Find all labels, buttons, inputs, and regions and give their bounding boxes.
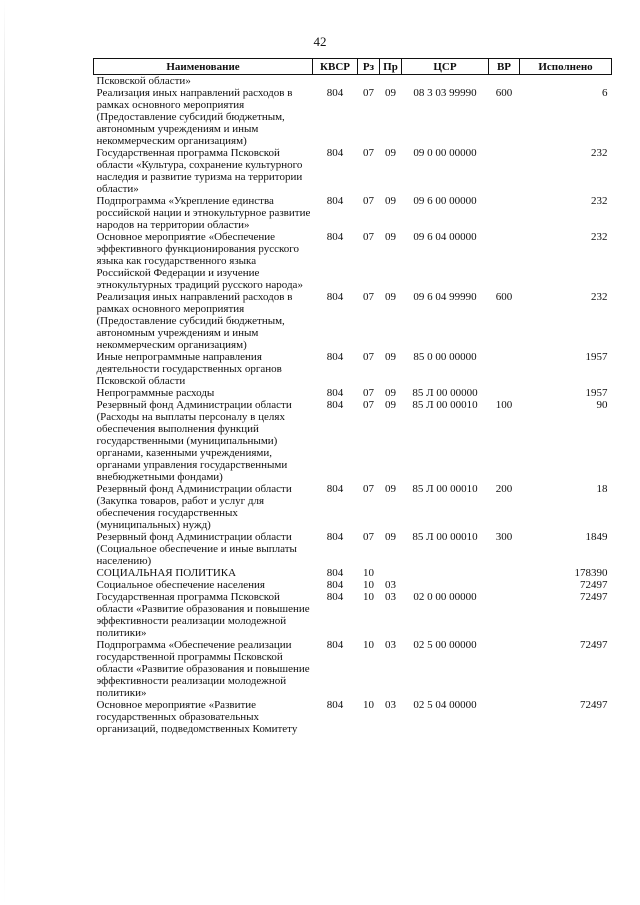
cell-csr — [402, 75, 489, 88]
cell-total: 18 — [596, 483, 608, 495]
table-row — [94, 483, 612, 531]
table-row — [94, 567, 612, 579]
cell-pr: 09 — [385, 195, 396, 207]
cell-vr — [489, 567, 520, 579]
cell-csr: 02 0 00 00000 — [413, 591, 477, 603]
cell-rz: 07 — [363, 231, 374, 243]
table-row — [94, 195, 612, 231]
table-row — [94, 399, 612, 483]
cell-name: Резервный фонд Администрации области (Социальное обеспечение и иные выплаты населению) — [96, 531, 297, 567]
cell-csr — [402, 567, 489, 579]
cell-name: Основное мероприятие «Развитие государственных образовательных организаций, подведомственных Комитету — [96, 699, 298, 735]
cell-total: 1849 — [585, 531, 608, 543]
cell-name: Резервный фонд Администрации области (Закупка товаров, работ и услуг для обеспечения государственных (муниципальных) нужд) — [96, 483, 292, 531]
cell-vr — [489, 699, 520, 735]
cell-pr: 09 — [385, 531, 396, 543]
cell-vr — [489, 231, 520, 291]
cell-vr — [489, 351, 520, 387]
cell-pr: 09 — [385, 231, 396, 243]
cell-name: Государственная программа Псковской области «Развитие образования и повышение эффективности реализации молодежной политики» — [96, 591, 310, 639]
cell-csr: 85 0 00 00000 — [413, 351, 477, 363]
cell-csr: 02 5 04 00000 — [413, 699, 477, 711]
cell-pr: 09 — [385, 147, 396, 159]
table-row — [94, 75, 612, 88]
cell-vr: 600 — [495, 291, 513, 303]
cell-name: Подпрограмма «Укрепление единства российской нации и этнокультурное развитие народов на территории области» — [96, 195, 311, 231]
cell-vr — [489, 147, 520, 195]
cell-rz: 07 — [363, 399, 374, 411]
cell-pr — [380, 567, 402, 579]
cell-total: 1957 — [585, 387, 608, 399]
cell-rz: 07 — [363, 483, 374, 495]
cell-kvsr: 804 — [326, 399, 344, 411]
table-body — [94, 75, 612, 736]
cell-name: Иные непрограммные направления деятельности государственных органов Псковской области — [96, 351, 282, 387]
header-csr: ЦСР — [402, 59, 489, 75]
cell-csr: 09 6 04 99990 — [413, 291, 477, 303]
cell-vr — [489, 195, 520, 231]
cell-vr: 600 — [495, 87, 513, 99]
page-number: 42 — [313, 34, 327, 49]
cell-total: 232 — [591, 231, 608, 243]
cell-rz: 07 — [363, 147, 374, 159]
cell-pr: 09 — [385, 87, 396, 99]
scan-edge-artifact — [4, 0, 5, 905]
cell-kvsr: 804 — [326, 291, 344, 303]
cell-csr: 09 6 00 00000 — [413, 195, 477, 207]
header-name: Наименование — [94, 59, 313, 75]
cell-vr: 200 — [495, 483, 513, 495]
cell-name: Реализация иных направлений расходов в рамках основного мероприятия (Предоставление субсидий бюджетным, автономным учреждениям и иным некоммерческим организациям) — [96, 87, 293, 147]
cell-kvsr: 804 — [326, 483, 344, 495]
cell-total: 90 — [596, 399, 608, 411]
cell-vr — [489, 579, 520, 591]
cell-kvsr: 804 — [326, 87, 344, 99]
cell-name: Социальное обеспечение населения — [96, 579, 265, 591]
cell-vr — [489, 387, 520, 399]
cell-rz: 10 — [363, 699, 374, 711]
cell-kvsr: 804 — [326, 195, 344, 207]
cell-kvsr: 804 — [326, 591, 344, 603]
cell-csr: 85 Л 00 00010 — [412, 483, 478, 495]
cell-total: 232 — [591, 291, 608, 303]
table-row — [94, 639, 612, 699]
cell-total: 1957 — [585, 351, 608, 363]
cell-csr: 85 Л 00 00010 — [412, 399, 478, 411]
cell-rz: 07 — [363, 87, 374, 99]
cell-name: Псковской области» — [96, 75, 191, 87]
cell-kvsr: 804 — [326, 147, 344, 159]
table-row — [94, 591, 612, 639]
cell-pr: 09 — [385, 387, 396, 399]
table-row — [94, 291, 612, 351]
cell-csr: 09 6 04 00000 — [413, 231, 477, 243]
cell-csr: 09 0 00 00000 — [413, 147, 477, 159]
table-row — [94, 699, 612, 735]
cell-kvsr — [313, 75, 358, 88]
cell-kvsr: 804 — [326, 699, 344, 711]
table-row — [94, 387, 612, 399]
table-row — [94, 231, 612, 291]
cell-pr: 03 — [385, 699, 396, 711]
table-row — [94, 351, 612, 387]
header-row — [94, 59, 612, 75]
cell-kvsr: 804 — [326, 387, 344, 399]
cell-name: Государственная программа Псковской области «Культура, сохранение культурного наследия и развитие туризма на территории области» — [96, 147, 303, 195]
cell-pr: 03 — [385, 591, 396, 603]
cell-name: СОЦИАЛЬНАЯ ПОЛИТИКА — [96, 567, 237, 579]
budget-table — [93, 58, 612, 735]
cell-total: 72497 — [580, 639, 608, 651]
cell-name: Непрограммные расходы — [96, 387, 215, 399]
cell-kvsr: 804 — [326, 531, 344, 543]
cell-kvsr: 804 — [326, 579, 344, 591]
cell-total: 72497 — [580, 591, 608, 603]
cell-rz — [358, 75, 380, 88]
cell-total: 72497 — [580, 699, 608, 711]
cell-csr: 85 Л 00 00010 — [412, 531, 478, 543]
cell-kvsr: 804 — [326, 351, 344, 363]
cell-vr: 100 — [495, 399, 513, 411]
cell-total: 232 — [591, 147, 608, 159]
cell-rz: 07 — [363, 351, 374, 363]
cell-pr: 09 — [385, 399, 396, 411]
cell-csr: 85 Л 00 00000 — [412, 387, 478, 399]
cell-rz: 07 — [363, 387, 374, 399]
cell-rz: 10 — [363, 591, 374, 603]
cell-rz: 10 — [363, 639, 374, 651]
cell-pr: 03 — [385, 639, 396, 651]
cell-pr: 09 — [385, 291, 396, 303]
cell-kvsr: 804 — [326, 231, 344, 243]
header-pr: Пр — [380, 59, 402, 75]
cell-rz: 10 — [363, 567, 374, 579]
cell-vr — [489, 639, 520, 699]
cell-csr: 02 5 00 00000 — [413, 639, 477, 651]
cell-csr: 08 3 03 99990 — [413, 87, 477, 99]
cell-vr — [489, 75, 520, 88]
cell-rz: 07 — [363, 291, 374, 303]
header-total: Исполнено — [520, 59, 612, 75]
cell-vr: 300 — [495, 531, 513, 543]
table-row — [94, 579, 612, 591]
cell-kvsr: 804 — [326, 567, 344, 579]
table-row — [94, 147, 612, 195]
header-vr: ВР — [489, 59, 520, 75]
cell-pr — [380, 75, 402, 88]
cell-kvsr: 804 — [326, 639, 344, 651]
cell-rz: 07 — [363, 531, 374, 543]
cell-rz: 07 — [363, 195, 374, 207]
cell-pr: 03 — [385, 579, 396, 591]
header-kvsr: КВСР — [313, 59, 358, 75]
cell-name: Резервный фонд Администрации области (Расходы на выплаты персоналу в целях обеспечения выполнения функций государственными (муниципальными) органами, казенными учреждениями, органами управления государственными внебюджетными фондами) — [96, 399, 292, 483]
cell-name: Основное мероприятие «Обеспечение эффективного функционирования русского языка как государственного языка Российской Федерации и изучение этнокультурных традиций русского народа» — [96, 231, 303, 291]
cell-vr — [489, 591, 520, 639]
table-header — [94, 59, 612, 75]
cell-pr: 09 — [385, 483, 396, 495]
cell-total: 232 — [591, 195, 608, 207]
cell-name: Подпрограмма «Обеспечение реализации государственной программы Псковской области «Развитие образования и повышение эффективности реализации молодежной политики» — [96, 639, 310, 699]
table-row — [94, 531, 612, 567]
header-rz: Рз — [358, 59, 380, 75]
cell-csr — [402, 579, 489, 591]
cell-total: 178390 — [574, 567, 608, 579]
cell-name: Реализация иных направлений расходов в рамках основного мероприятия (Предоставление субсидий бюджетным, автономным учреждениям и иным некоммерческим организациям) — [96, 291, 293, 351]
cell-total: 6 — [602, 87, 608, 99]
cell-pr: 09 — [385, 351, 396, 363]
cell-total — [520, 75, 612, 88]
table-row — [94, 87, 612, 147]
cell-rz: 10 — [363, 579, 374, 591]
cell-total: 72497 — [580, 579, 608, 591]
